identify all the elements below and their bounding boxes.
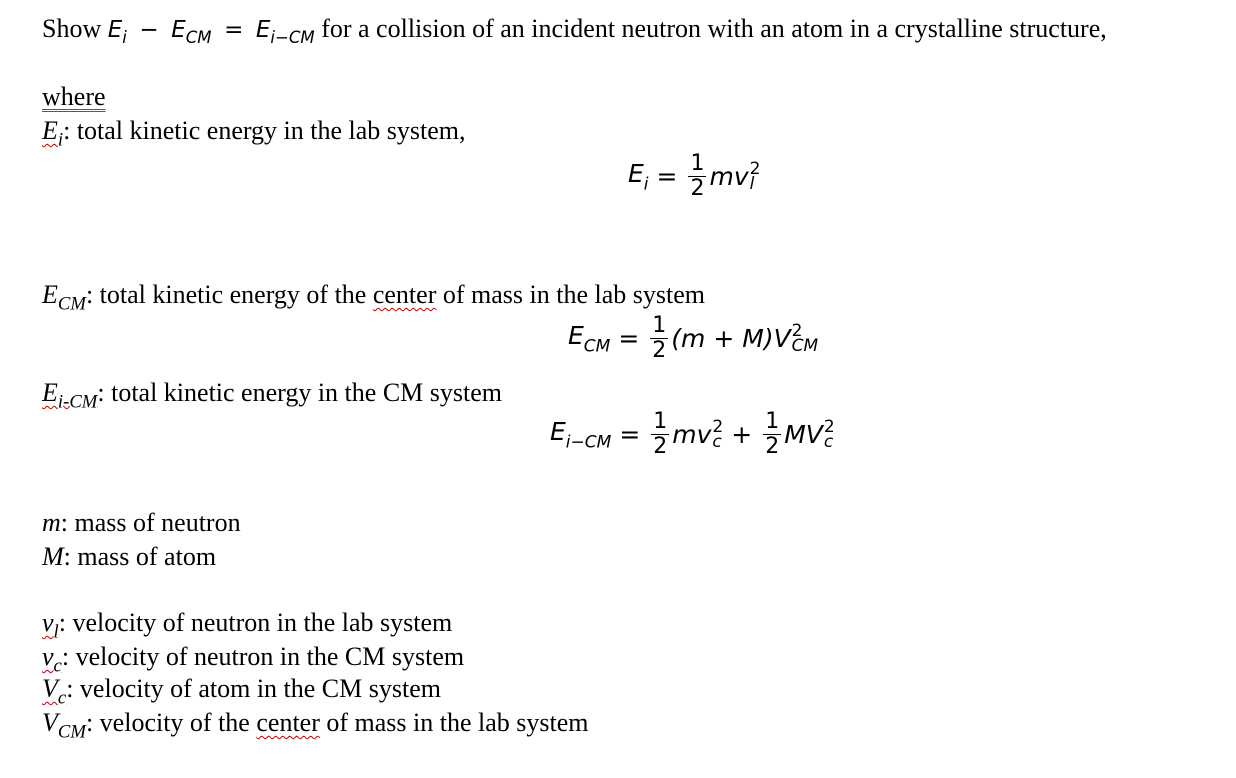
eq2-supsub: 2 CM — [791, 320, 819, 356]
eq3-body-1: mv — [672, 420, 712, 449]
def-m — [42, 508, 241, 538]
where-label — [42, 82, 106, 112]
eq3-fraction-2: $\frac{1}{2}$ — [765, 409, 780, 459]
def-m-text: : mass of neutron — [60, 508, 241, 537]
eq1-equals: = — [656, 162, 678, 191]
equation-ei — [628, 152, 760, 201]
def-ei — [42, 116, 466, 156]
eq-lhs: $E_i$ — [107, 17, 127, 47]
def-ecm-rest: of mass in the lab system — [436, 280, 705, 309]
eq2-lhs: $E_{CM}$ — [568, 320, 611, 357]
def-vc-symbol: $v_c$ — [42, 642, 62, 677]
eq2-body: (m + M)V — [671, 324, 791, 353]
def-ei-text: : total kinetic energy in the lab system, — [63, 116, 466, 145]
eq3-supsub-1: 2 c — [712, 416, 724, 452]
def-vl-symbol: $v_l$ — [42, 608, 59, 643]
def-Vc-symbol: $V_c$ — [42, 674, 67, 709]
eq2-fraction: $\frac{1}{2}$ — [652, 313, 667, 363]
eq1-supsub: 2 l — [749, 158, 761, 194]
def-Vcm — [42, 708, 589, 748]
def-eicm-text: : total kinetic energy in the CM system — [97, 378, 502, 407]
equation-ecm — [568, 314, 818, 363]
eq1-body: mv — [709, 162, 749, 191]
eq1-fraction: $\frac{1}{2}$ — [690, 151, 705, 201]
def-Vcm-symbol: $V_{CM}$ — [42, 708, 86, 743]
eq3-lhs: $E_{i-CM}$ — [550, 416, 612, 453]
def-Vcm-rest: of mass in the lab system — [319, 708, 589, 737]
def-M-text: : mass of atom — [63, 542, 217, 571]
def-eicm-symbol: $E_{i-CM}$ — [42, 378, 98, 413]
def-Vc-text: : velocity of atom in the CM system — [66, 674, 441, 703]
minus-sign: − — [139, 17, 159, 43]
eq1-lhs: $E_i$ — [628, 158, 649, 195]
eq-mid: $E_{CM}$ — [171, 17, 212, 47]
eq-rhs: $E_{i-CM}$ — [255, 17, 315, 47]
equation-eicm — [550, 410, 835, 459]
show-word: Show — [42, 14, 102, 43]
def-M — [42, 542, 216, 572]
equals-sign: = — [224, 17, 244, 43]
eq2-equals: = — [618, 324, 640, 353]
def-ei-symbol: $E_i$ — [42, 116, 64, 151]
def-Vcm-center: center — [256, 708, 320, 737]
eq3-plus: + — [731, 420, 753, 449]
def-m-symbol: m — [42, 508, 61, 537]
def-M-symbol: M — [42, 542, 64, 571]
def-vl-text: : velocity of neutron in the lab system — [58, 608, 453, 637]
def-ecm-text: : total kinetic energy of the — [85, 280, 373, 309]
problem-statement — [42, 14, 1107, 53]
def-ecm-center: center — [372, 280, 437, 309]
problem-tail: for a collision of an incident neutron with an atom in a crystalline structure, — [321, 14, 1107, 43]
eq3-body-2: MV — [784, 420, 823, 449]
eq3-fraction-1: $\frac{1}{2}$ — [653, 409, 668, 459]
def-vc-text: : velocity of neutron in the CM system — [61, 642, 465, 671]
where-text: where — [42, 82, 106, 111]
eq3-supsub-2: 2 c — [823, 416, 835, 452]
def-Vcm-text: : velocity of the — [85, 708, 257, 737]
def-ecm-symbol: $E_{CM}$ — [42, 280, 86, 315]
def-eicm — [42, 378, 502, 418]
eq3-equals: = — [619, 420, 641, 449]
